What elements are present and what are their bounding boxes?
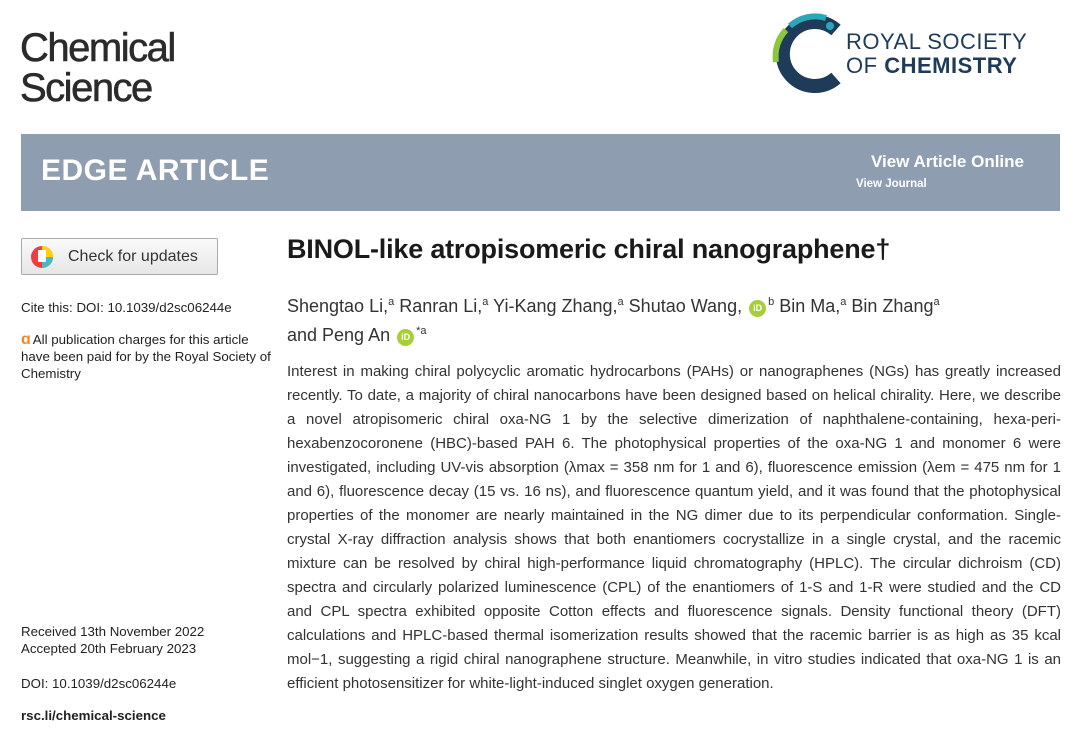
publisher-logo[interactable] xyxy=(770,12,1066,96)
publication-charges-note xyxy=(21,331,271,382)
article-title-text: BINOL-like atropisomeric chiral nanographene xyxy=(287,234,876,264)
article-type: EDGE ARTICLE xyxy=(41,154,270,187)
cite-this xyxy=(21,299,232,316)
journal-title-line2: Science xyxy=(20,66,152,110)
publisher-name xyxy=(846,30,1027,78)
cite-label: Cite this: xyxy=(21,300,73,315)
orcid-icon[interactable]: iD xyxy=(397,329,414,346)
view-journal-link[interactable]: View Journal xyxy=(856,178,927,190)
journal-title-line1: Chemical xyxy=(20,26,175,70)
open-access-icon: ɑ xyxy=(21,331,31,348)
author[interactable]: and Peng An iD $^{*a}$ xyxy=(287,325,427,345)
journal-site-link[interactable]: rsc.li/chemical-science xyxy=(21,708,166,723)
abstract-text: Interest in making chiral polycyclic aromatic hydrocarbons (PAHs) or nanographenes (NGs) has greatly increased recently. To date, a majority of chiral nanocarbons have been designed based on helical chirality. Here, we describe a novel atropisomeric chiral oxa-NG 1 by the selective dimerization of naphthalene-containing, hexa-peri-hexabenzocoronene (HBC)-based PAH 6. The photophysical properties of the oxa-NG 1 and monomer 6 were investigated, including UV-vis absorption (λmax = 358 nm for 1 and 6), fluorescence emission (λem = 475 nm for 1 and 6), fluorescence decay (15 vs. 16 ns), and fluorescence quantum yield, and it was found that the photophysical properties of the monomer are nearly maintained in the NG dimer due to its perpendicular conformation. Single-crystal X-ray diffraction analysis shows that both enantiomers cocrystallize in a single crystal, and the racemic mixture can be resolved by chiral high-performance liquid chromatography (HPLC). The circular dichroism (CD) spectra and circularly polarized luminescence (CPL) of the enantiomers of 1-S and 1-R were studied and the CD and CPL spectra exhibited opposite Cotton effects and fluorescence signals. Density functional theory (DFT) calculations and HPLC-based thermal isomerization results showed that the racemic barrier is as high as 35 kcal mol−1, suggesting a rigid chiral nanographene structure. Meanwhile, in vitro studies indicated that oxa-NG 1 is an efficient photosensitizer for white-light-induced singlet oxygen generation. xyxy=(287,363,1061,692)
journal-title xyxy=(20,28,175,108)
check-for-updates-label: Check for updates xyxy=(68,248,198,265)
orcid-icon[interactable]: iD xyxy=(749,300,766,317)
article-title xyxy=(287,234,890,265)
check-for-updates-button[interactable] xyxy=(21,238,218,275)
author[interactable]: Shutao Wang, iD $^b$ xyxy=(628,296,775,316)
author[interactable]: Shengtao Li,$^a$ xyxy=(287,296,395,316)
title-dagger: † xyxy=(875,234,891,264)
received-date: Received 13th November 2022 xyxy=(21,624,205,639)
author[interactable]: Yi-Kang Zhang,$^a$ xyxy=(493,296,624,316)
author[interactable]: Bin Ma,$^a$ xyxy=(779,296,847,316)
abstract xyxy=(287,360,1061,696)
author[interactable]: Ranran Li,$^a$ xyxy=(399,296,489,316)
publisher-line2: OF CHEMISTRY xyxy=(846,53,1018,78)
cite-doi: DOI: 10.1039/d2sc06244e xyxy=(76,300,232,315)
article-type-banner xyxy=(21,134,1060,211)
rsc-logo-icon xyxy=(770,12,850,96)
author-list xyxy=(287,290,1047,348)
publisher-line1: ROYAL SOCIETY xyxy=(846,29,1028,54)
author[interactable]: Bin Zhang$^a$ xyxy=(851,296,940,316)
view-article-online-link[interactable]: View Article Online xyxy=(870,152,1024,171)
check-updates-icon xyxy=(30,245,54,269)
charges-text: All publication charges for this article have been paid for by the Royal Society of Chemistry xyxy=(21,332,271,381)
accepted-date: Accepted 20th February 2023 xyxy=(21,641,197,656)
article-doi: DOI: 10.1039/d2sc06244e xyxy=(21,676,177,691)
